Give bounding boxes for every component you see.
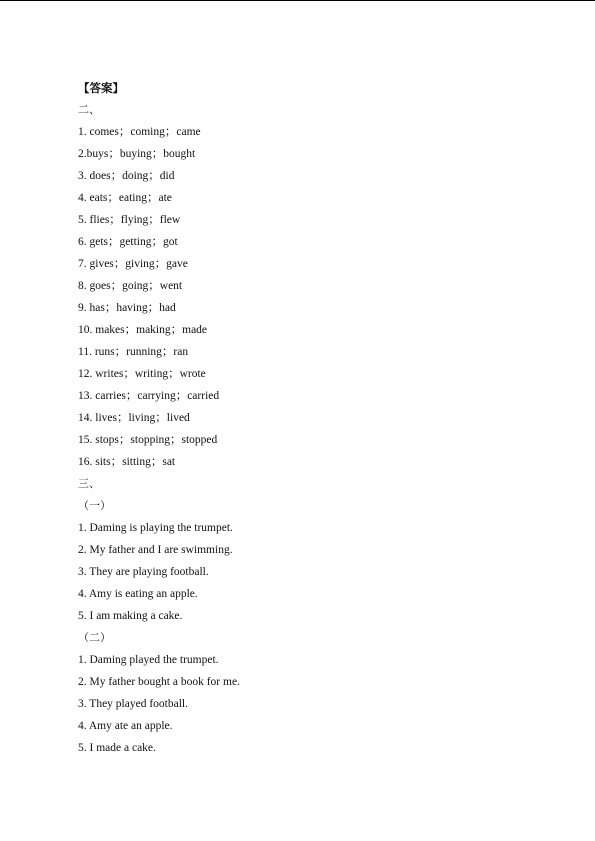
sentence-item: 3. They played football. [78,698,188,710]
sentence-item: 2. My father and I are swimming. [78,544,233,556]
answer-item: 16. sits；sitting；sat [78,456,176,468]
answer-item: 1. comes；coming；came [78,126,201,138]
answer-item: 6. gets；getting；got [78,236,178,248]
answer-item: 12. writes；writing；wrote [78,368,206,380]
answer-document [78,77,548,759]
sentence-item: 3. They are playing football. [78,566,209,578]
answer-item: 15. stops；stopping；stopped [78,434,218,446]
answer-item: 2.buys；buying；bought [78,148,196,160]
section-three-heading: 三、 [78,477,100,490]
answer-item: 5. flies；flying；flew [78,214,181,226]
answer-item: 9. has；having；had [78,302,176,314]
answer-item: 8. goes；going；went [78,280,183,292]
sentence-item: 5. I am making a cake. [78,610,183,622]
section-two-list [78,121,548,473]
sentence-item: 1. Daming is playing the trumpet. [78,522,233,534]
part-one-label: （一） [78,499,111,512]
part-two-label: （二） [78,631,111,644]
sentence-item: 5. I made a cake. [78,742,156,754]
answer-item: 10. makes；making；made [78,324,208,336]
sentence-item: 2. My father bought a book for me. [78,676,240,688]
header-rule [0,0,595,1]
part-two-list [78,649,548,759]
answer-item: 7. gives；giving；gave [78,258,188,270]
sentence-item: 4. Amy is eating an apple. [78,588,198,600]
answer-item: 13. carries；carrying；carried [78,390,220,402]
answer-item: 11. runs；running；ran [78,346,189,358]
answer-item: 3. does；doing；did [78,170,175,182]
sentence-item: 4. Amy ate an apple. [78,720,173,732]
answer-item: 14. lives；living；lived [78,412,190,424]
answer-item: 4. eats；eating；ate [78,192,172,204]
answer-title: 【答案】 [78,81,124,95]
sentence-item: 1. Daming played the trumpet. [78,654,219,666]
part-one-list [78,517,548,627]
section-two-heading: 二、 [78,103,100,116]
